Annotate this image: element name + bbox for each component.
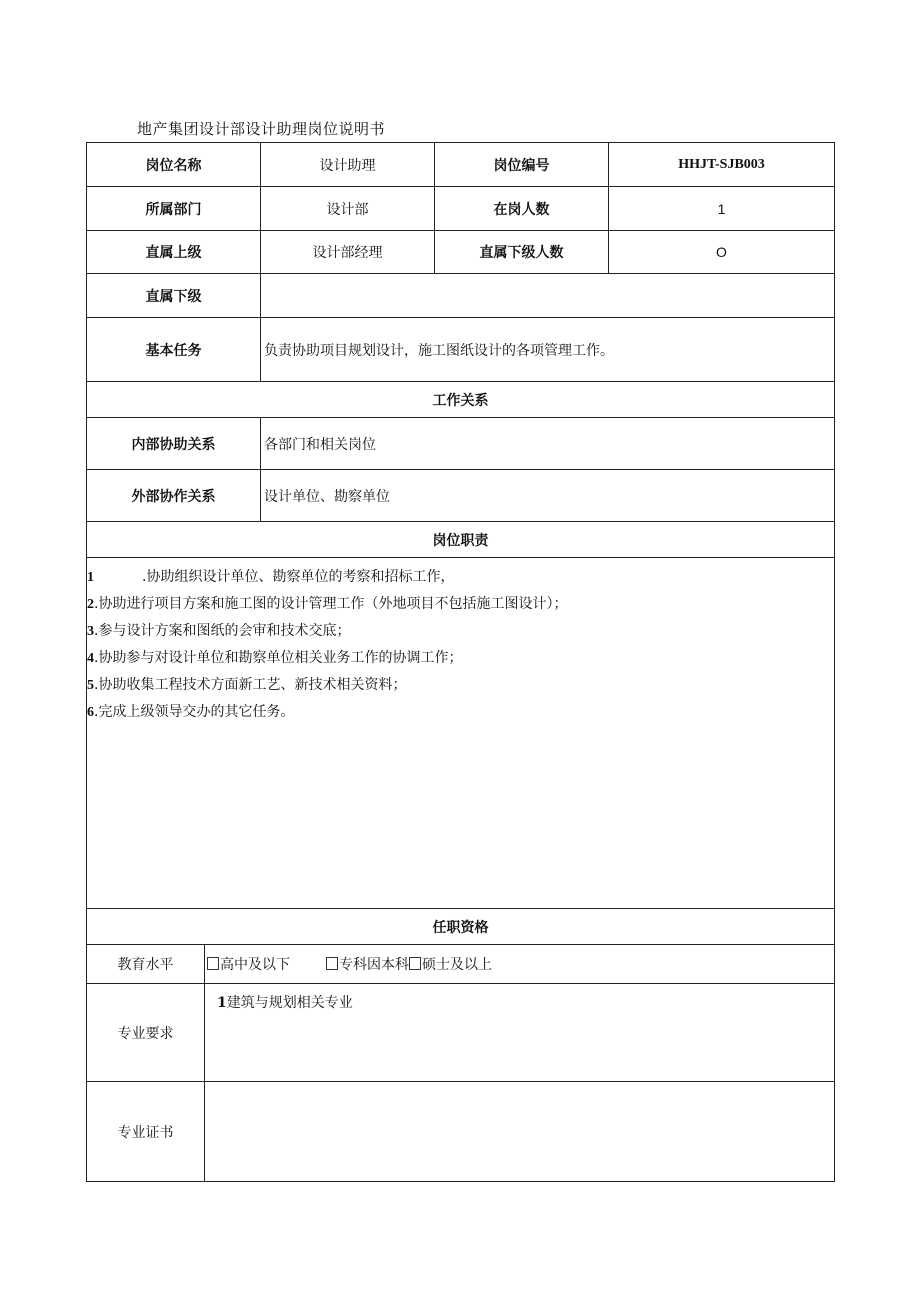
value-basic-task: 负责协助项目规划设计，施工图纸设计的各项管理工作。 xyxy=(261,318,835,382)
value-certificate xyxy=(205,1082,835,1182)
option-master: 硕士及以上 xyxy=(422,957,492,973)
label-headcount: 在岗人数 xyxy=(435,187,609,231)
value-position-name: 设计助理 xyxy=(261,143,435,187)
row-subordinate xyxy=(87,274,835,318)
value-headcount: 1 xyxy=(609,187,835,231)
row-duties-header xyxy=(87,522,835,558)
label-external: 外部协作关系 xyxy=(87,470,261,522)
label-position-name: 岗位名称 xyxy=(87,143,261,187)
value-major: 1建筑与规划相关专业 xyxy=(205,984,835,1082)
row-department xyxy=(87,187,835,231)
document-title: 地产集团设计部设计助理岗位说明书 xyxy=(137,120,386,138)
row-major xyxy=(87,984,835,1082)
label-basic-task: 基本任务 xyxy=(87,318,261,382)
value-position-code: HHJT-SJB003 xyxy=(609,143,835,187)
row-position xyxy=(87,143,835,187)
row-superior xyxy=(87,231,835,274)
label-position-code: 岗位编号 xyxy=(435,143,609,187)
value-internal: 各部门和相关岗位 xyxy=(261,418,835,470)
label-direct-sub-count: 直属下级人数 xyxy=(435,231,609,274)
label-direct-superior: 直属上级 xyxy=(87,231,261,274)
row-certificate xyxy=(87,1082,835,1182)
duties-list xyxy=(87,558,835,909)
label-department: 所属部门 xyxy=(87,187,261,231)
option-high-school: 高中及以下 xyxy=(220,957,290,973)
duty-item: 1 .协助组织设计单位、勘察单位的考察和招标工作， xyxy=(87,569,455,585)
value-department: 设计部 xyxy=(261,187,435,231)
duty-item: 6.完成上级领导交办的其它任务。 xyxy=(87,704,295,720)
row-qualifications-header xyxy=(87,909,835,945)
checkbox-college[interactable] xyxy=(326,957,338,970)
option-college: 专科因本科 xyxy=(339,957,409,973)
job-description-table xyxy=(86,142,835,1182)
label-certificate: 专业证书 xyxy=(87,1082,205,1182)
label-direct-subordinate: 直属下级 xyxy=(87,274,261,318)
row-external xyxy=(87,470,835,522)
value-direct-superior: 设计部经理 xyxy=(261,231,435,274)
duty-item: 4.协助参与对设计单位和勘察单位相关业务工作的协调工作； xyxy=(87,650,463,666)
section-qualifications: 任职资格 xyxy=(87,909,835,945)
section-duties: 岗位职责 xyxy=(87,522,835,558)
checkbox-master[interactable] xyxy=(409,957,421,970)
row-basic-task xyxy=(87,318,835,382)
label-internal: 内部协助关系 xyxy=(87,418,261,470)
duty-item: 3.参与设计方案和图纸的会审和技术交底； xyxy=(87,623,351,639)
label-major: 专业要求 xyxy=(87,984,205,1082)
value-direct-sub-count: O xyxy=(609,231,835,274)
row-internal xyxy=(87,418,835,470)
row-duties xyxy=(87,558,835,909)
value-direct-subordinate xyxy=(261,274,835,318)
label-education: 教育水平 xyxy=(87,945,205,984)
duty-item: 2.协助进行项目方案和施工图的设计管理工作（外地项目不包括施工图设计）； xyxy=(87,596,568,612)
row-work-relations-header xyxy=(87,382,835,418)
section-work-relations: 工作关系 xyxy=(87,382,835,418)
checkbox-high-school[interactable] xyxy=(207,957,219,970)
value-external: 设计单位、勘察单位 xyxy=(261,470,835,522)
education-options xyxy=(205,945,835,984)
row-education xyxy=(87,945,835,984)
duty-item: 5.协助收集工程技术方面新工艺、新技术相关资料； xyxy=(87,677,407,693)
